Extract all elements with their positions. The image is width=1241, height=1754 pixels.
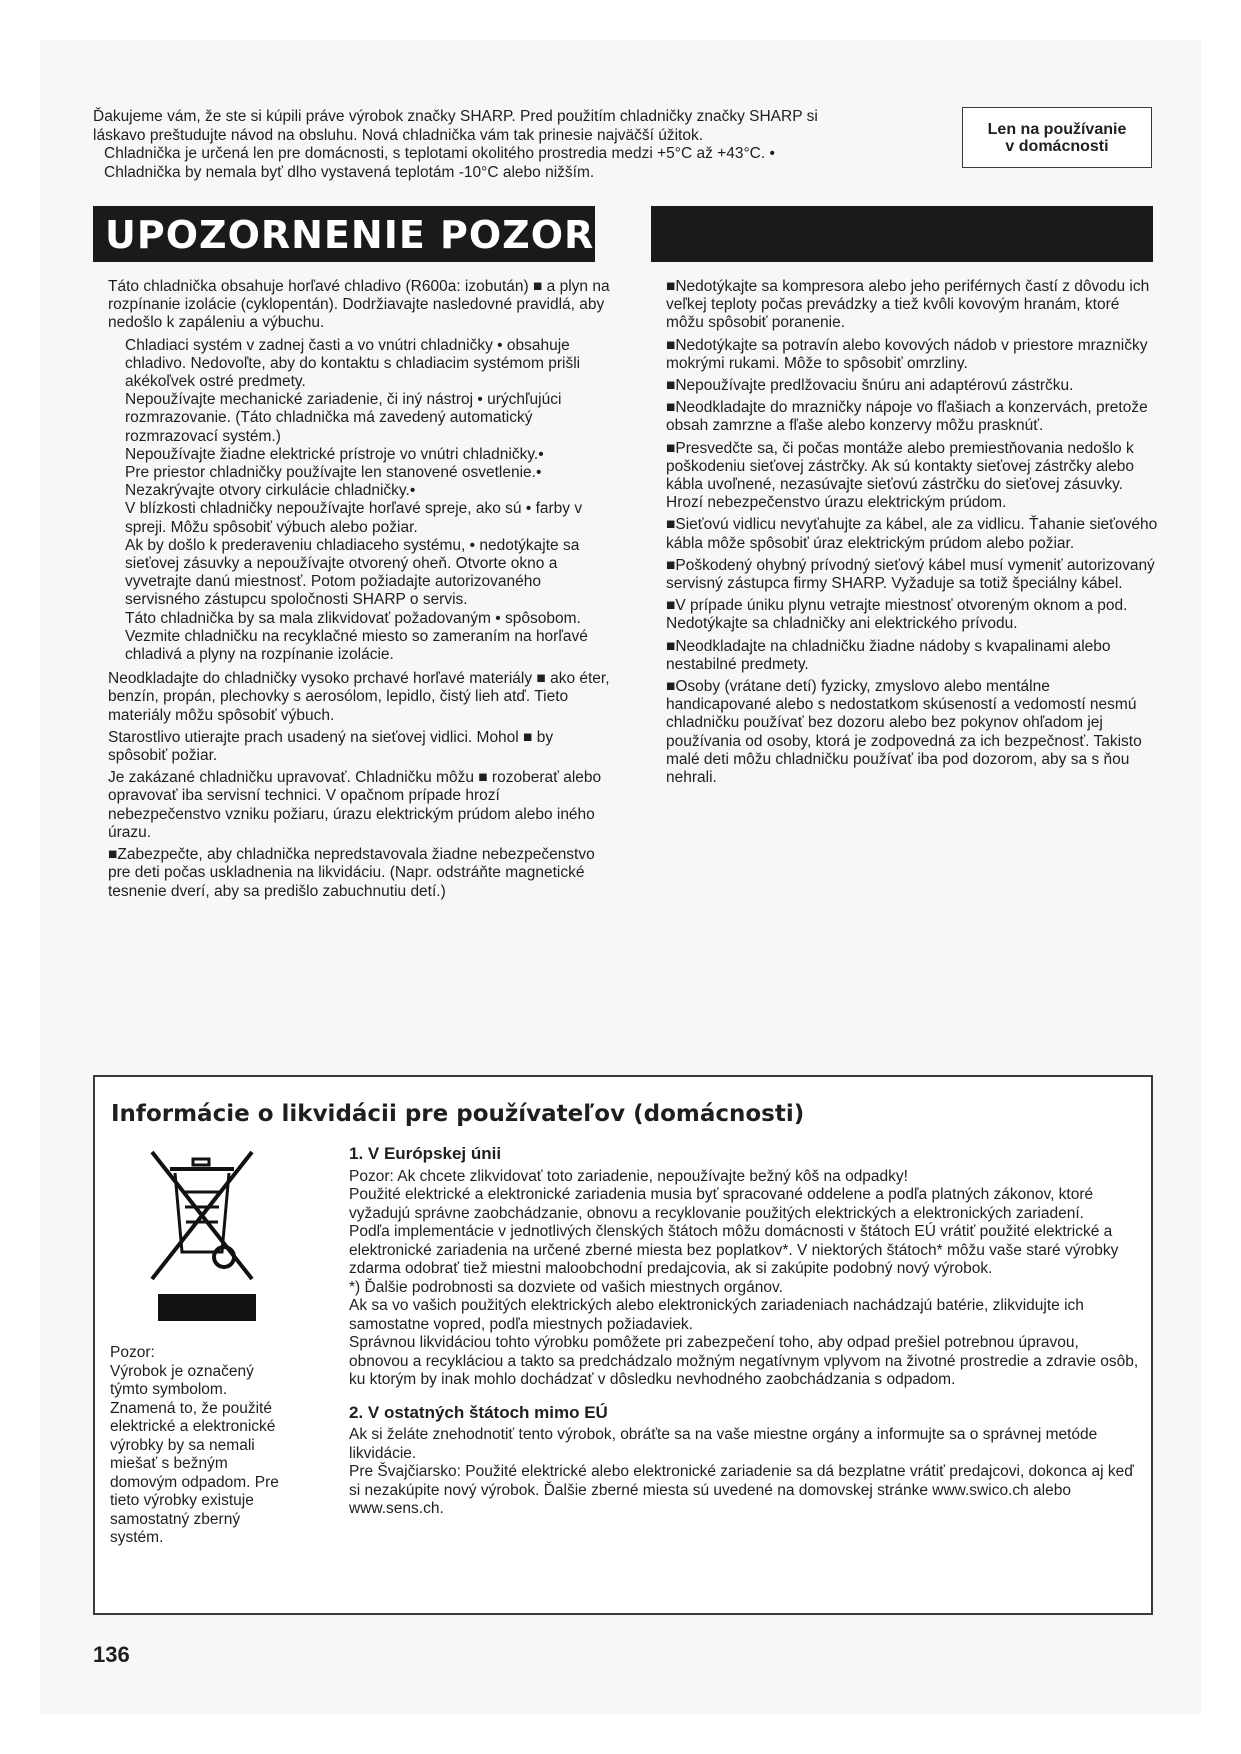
domestic-use-line1: Len na používanie	[987, 120, 1127, 138]
warning-paragraph: ■Sieťovú vidlicu nevyťahujte za kábel, ale za vidlicu. Ťahanie sieťového kábla môže spôsobiť úraz elektrickým prúdom alebo požiar.	[666, 516, 1158, 552]
symbol-note-line: systém.	[110, 1529, 164, 1546]
eu-paragraph: *) Ďalšie podrobnosti sa dozviete od vašich miestnych orgánov.	[349, 1278, 783, 1296]
intro-line: Ďakujeme vám, že ste si kúpili práve výrobok značky SHARP. Pred použitím chladničky značky SHARP si	[93, 108, 818, 125]
left-warning-column	[108, 278, 616, 905]
intro-text	[93, 108, 953, 182]
warning-subitem: Nepoužívajte mechanické zariadenie, či iný nástroj • urýchľujúci rozmrazovanie. (Táto chladnička má zavedený automatický rozmrazovací systém.)	[125, 391, 562, 445]
warning-subitem: Ak by došlo k prederaveniu chladiaceho systému, • nedotýkajte sa sieťovej zásuvky a nepoužívajte otvorený oheň. Otvorte okno a vyvetrajte danú miestnosť. Potom požiadajte autorizovaného servisného zástupcu spoločnosti SHARP o servis.	[125, 536, 580, 609]
disposal-title: Informácie o likvidácii pre používateľov (domácnosti)	[111, 1101, 805, 1127]
warning-paragraph: Táto chladnička obsahuje horľavé chladivo (R600a: izobután) ■ a plyn na rozpínanie izolácie (cyklopentán). Dodržiavajte nasledovné pravidlá, aby nedošlo k zapáleniu a výbuchu.	[108, 278, 610, 332]
warning-paragraph: ■Neodkladajte na chladničku žiadne nádoby s kvapalinami alebo nestabilné predmety.	[666, 637, 1111, 673]
warning-paragraph: ■V prípade úniku plynu vetrajte miestnosť otvoreným oknom a pod. Nedotýkajte sa chladničky ani elektrického prívodu.	[666, 597, 1128, 633]
warning-subitem: V blízkosti chladničky nepoužívajte horľavé spreje, ako sú • farby v spreji. Môžu spôsobiť výbuch alebo požiar.	[125, 500, 583, 536]
disposal-text	[349, 1145, 1139, 1519]
warning-subitem: Pre priestor chladničky používajte len stanovené osvetlenie.•	[125, 464, 542, 482]
page-number: 136	[93, 1642, 130, 1667]
warning-banner-right	[651, 206, 1153, 262]
warning-title: UPOZORNENIE POZOR	[105, 213, 595, 257]
warning-paragraph: Je zakázané chladničku upravovať. Chladničku môžu ■ rozoberať alebo opravovať iba servisní technici. V opačnom prípade hrozí nebezpečenstvo vzniku požiaru, úrazu elektrickým prúdom alebo iného úrazu.	[108, 769, 602, 841]
warning-paragraph: ■Osoby (vrátane detí) fyzicky, zmyslovo alebo mentálne handicapované alebo s nedostatkom skúseností a vedomostí nesmú chladničku používať bez dozoru alebo bez pokynov ohľadom jej používania od osoby, ktorá je zodpovedná za ich bezpečnosť. Takisto malé deti môžu chladničku používať iba pod dozorom, aby sa s ňou nehrali.	[666, 678, 1142, 787]
eu-paragraph: Ak sa vo vašich použitých elektrických alebo elektronických zariadeniach nachádzajú batérie, zlikvidujte ich samostatne vopred, podľa miestnych požiadaviek.	[349, 1297, 1084, 1333]
warning-subitem: Táto chladnička by sa mala zlikvidovať požadovaným • spôsobom. Vezmite chladničku na recyklačné miesto so zameraním na horľavé chladivá a plyny na rozpínanie izolácie.	[125, 609, 588, 664]
intro-line: Chladnička je určená len pre domácnosti, s teplotami okolitého prostredia medzi +5°C až +43°C. •	[104, 145, 775, 162]
domestic-use-line2: v domácnosti	[1005, 137, 1109, 155]
eu-paragraph: Pozor: Ak chcete zlikvidovať toto zariadenie, nepoužívajte bežný kôš na odpadky!	[349, 1167, 908, 1185]
warning-paragraph: ■Nedotýkajte sa potravín alebo kovových nádob v priestore mrazničky mokrými rukami. Môže to spôsobiť omrzliny.	[666, 336, 1148, 372]
symbol-note-line: elektrické a elektronické	[110, 1418, 276, 1435]
warning-subitem: Nezakrývajte otvory cirkulácie chladničky.•	[125, 482, 416, 500]
symbol-note-line: domovým odpadom. Pre	[110, 1473, 279, 1491]
bin-underline-bar	[158, 1294, 256, 1321]
symbol-note-line: výrobky by sa nemali	[110, 1436, 255, 1454]
intro-line: láskavo preštudujte návod na obsluhu. Nová chladnička vám tak prinesie najväčší úžitok.	[93, 126, 704, 144]
symbol-note-line: samostatný zberný	[110, 1510, 241, 1528]
disposal-info-box	[93, 1075, 1153, 1615]
symbol-note-line: Výrobok je označený	[110, 1362, 254, 1380]
warning-paragraph: ■Presvedčte sa, či počas montáže alebo premiestňovania nedošlo k poškodeniu sieťovej zástrčky. Ak sú kontakty sieťovej zástrčky alebo kábla uvoľnené, nezasúvajte sieťovú zástrčku do sieťovej zásuvky. Hrozí nebezpečenstvo úrazu elektrickým prúdom.	[666, 439, 1134, 512]
domestic-use-box	[962, 107, 1152, 168]
non-eu-heading: 2. V ostatných štátoch mimo EÚ	[349, 1402, 608, 1422]
intro-line: Chladnička by nemala byť dlho vystavená teplotám -10°C alebo nižším.	[104, 163, 595, 181]
right-warning-column	[666, 278, 1158, 791]
warning-paragraph: ■Neodkladajte do mrazničky nápoje vo fľašiach a konzervách, pretože obsah zamrzne a fľaše alebo konzervy môžu prasknúť.	[666, 399, 1148, 435]
non-eu-paragraph: Ak si želáte znehodnotiť tento výrobok, obráťte sa na vaše miestne orgány a informujte sa o správnej metóde likvidácie.	[349, 1426, 1098, 1462]
warning-paragraph: ■Nedotýkajte sa kompresora alebo jeho periférnych častí z dôvodu ich veľkej teploty počas prevádzky a tiež kvôli kovovým hranám, ktoré môžu spôsobiť poranenie.	[666, 278, 1150, 332]
symbol-note-line: tieto výrobky existuje	[110, 1492, 254, 1509]
warning-paragraph: ■Poškodený ohybný prívodný sieťový kábel musí vymeniť autorizovaný servisný zástupca firmy SHARP. Vyžaduje sa totiž špeciálny kábel.	[666, 556, 1155, 593]
eu-paragraph: Správnou likvidáciou tohto výrobku pomôžete pri zabezpečení toho, aby odpad prešiel potrebnou úpravou, obnovou a recykláciou a takto sa predchádzalo možným negatívnym vplyvom na životné prostredie a zdravie osôb, ku ktorým by inak mohlo dochádzať v dôsledku nevhodného zaobchádzania s odpadom.	[349, 1334, 1139, 1388]
symbol-note	[110, 1344, 310, 1548]
non-eu-paragraph: Pre Švajčiarsko: Použité elektrické alebo elektronické zariadenie sa dá bezplatne vrátiť predajcovi, dokonca aj keď si nezakúpite nový výrobok. Ďalšie zberné miesta sú uvedené na domovskej stránke www.swico.ch alebo www.sens.ch.	[349, 1463, 1134, 1517]
warning-paragraph: Starostlivo utierajte prach usadený na sieťovej vidlici. Mohol ■ by spôsobiť požiar.	[108, 728, 554, 765]
eu-paragraph: Podľa implementácie v jednotlivých členských štátoch môžu domácnosti v štátoch EÚ vrátiť použité elektrické a elektronické zariadenia na určené zberné miesta bez poplatkov*. V niektorých štátoch* môžu vaše staré výrobky zdarma odobrať tiež miestni maloobchodní predajcovia, ak si zakúpite podobný nový výrobok.	[349, 1223, 1119, 1277]
warning-paragraph: Neodkladajte do chladničky vysoko prchavé horľavé materiály ■ ako éter, benzín, propán, plechovky s aerosólom, lepidlo, čistý lieh atď. Tieto materiály môžu spôsobiť výbuch.	[108, 670, 610, 724]
crossed-bin-icon	[142, 1147, 262, 1287]
symbol-note-line: týmto symbolom.	[110, 1381, 228, 1398]
warning-subitem: Nepoužívajte žiadne elektrické prístroje vo vnútri chladničky.•	[125, 445, 544, 463]
symbol-note-line: Znamená to, že použité	[110, 1399, 272, 1417]
warning-subitem: Chladiaci systém v zadnej časti a vo vnútri chladničky • obsahuje chladivo. Nedovoľte, aby do kontaktu s chladiacim systémom prišli akékoľvek ostré predmety.	[125, 336, 581, 391]
warning-banner-left	[93, 206, 595, 262]
warning-paragraph: ■Nepoužívajte predlžovaciu šnúru ani adaptérovú zástrčku.	[666, 377, 1074, 395]
eu-paragraph: Použité elektrické a elektronické zariadenia musia byť spracované oddelene a podľa platných zákonov, ktoré vyžadujú správne zaobchádzanie, obnovu a recyklovanie použitých elektrických a elektronických zariadení.	[349, 1186, 1094, 1222]
eu-heading: 1. V Európskej únii	[349, 1144, 502, 1163]
warning-paragraph: ■Zabezpečte, aby chladnička nepredstavovala žiadne nebezpečenstvo pre deti počas uskladnenia na likvidáciu. (Napr. odstráňte magnetické tesnenie dverí, aby sa predišlo zabuchnutiu detí.)	[108, 846, 595, 900]
symbol-note-line: miešať s bežným	[110, 1455, 228, 1472]
symbol-note-line: Pozor:	[110, 1344, 155, 1361]
